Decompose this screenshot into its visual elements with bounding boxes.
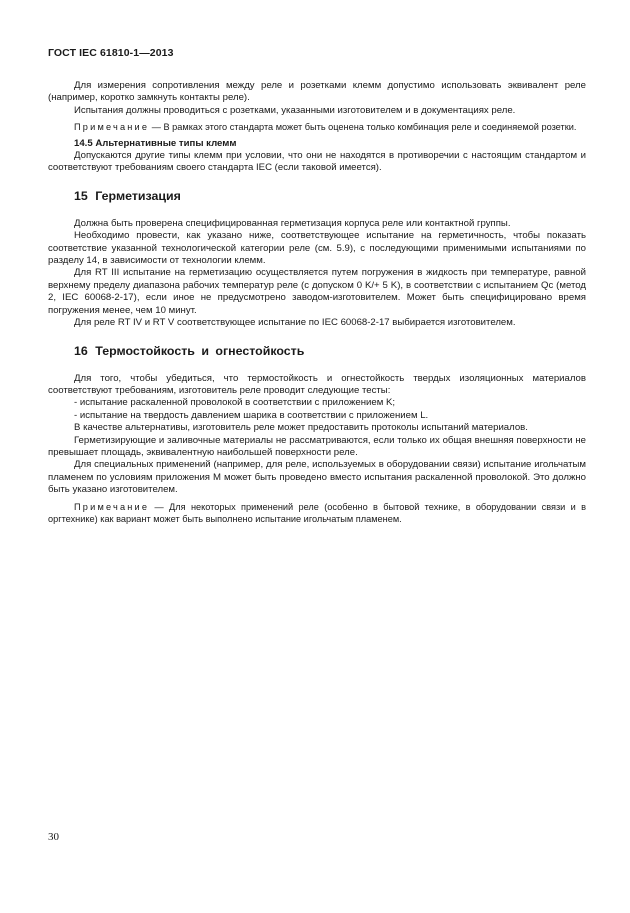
page-number: 30 (48, 831, 59, 843)
section-15-number: 15 (74, 188, 88, 203)
note-label: Примечание (74, 501, 150, 512)
note-label: Примечание (74, 122, 150, 133)
standard-header: ГОСТ IEC 61810-1—2013 (48, 47, 174, 59)
intro-note (48, 121, 586, 133)
section-16-paragraph-1: Для того, чтобы убедиться, что термостойкость и огнестойкость твердых изоляционных материалов соответствуют требованиям, изготовитель реле проводит следующие тесты: (48, 372, 586, 396)
intro-paragraph-2: Испытания должны проводиться с розетками, указанными изготовителем и в документациях реле. (74, 104, 516, 116)
page-content (48, 80, 586, 529)
section-16-list-item-1: - испытание раскаленной проволокой в соответствии с приложением K; (74, 397, 396, 409)
section-15-paragraph-1: Должна быть проверена специфицированная герметизация корпуса реле или контактной группы. (74, 217, 511, 229)
section-16-paragraph-3: Герметизирующие и заливочные материалы не рассматриваются, если только их общая внешняя поверхности не превышает площадь, эквивалентную наибольшей поверхности реле. (48, 434, 586, 458)
note-text: — В рамках этого стандарта может быть оценена только комбинация реле и соединяемой розетки. (151, 122, 577, 133)
section-15-paragraph-4: Для реле RT IV и RT V соответствующее испытание по IEC 60068-2-17 выбирается изготовителем. (74, 317, 516, 329)
subsection-14-5-paragraph: Допускаются другие типы клемм при условии, что они не находятся в противоречии с настоящим стандартом и соответствуют требованиям своего стандарта IEC (если таковой имеется). (48, 150, 586, 174)
intro-paragraph-1: Для измерения сопротивления между реле и розетками клемм допустимо использовать эквивалент реле (например, коротко замкнуть контакты реле). (48, 80, 586, 104)
section-16-heading (48, 344, 586, 359)
section-16-note (48, 501, 586, 526)
section-16-list-item-2: - испытание на твердость давлением шарика в соответствии с приложением L. (74, 409, 429, 421)
subsection-14-5-title: 14.5 Альтернативные типы клемм (74, 137, 237, 149)
note-text: — Для некоторых применений реле (особенно в бытовой технике, в оборудовании связи и в оргтехнике) как вариант может быть выполнено испытание игольчатым пламенем. (48, 501, 586, 524)
section-16-number: 16 (74, 343, 88, 358)
section-16-title: Термостойкость и огнестойкость (95, 343, 305, 358)
section-15-title: Герметизация (95, 188, 181, 203)
section-15-heading (48, 189, 586, 204)
section-15-paragraph-2: Необходимо провести, как указано ниже, соответствующее испытание на герметичность, чтобы показать соответствие указанной технологической категории реле (см. 5.9), с последующими применимыми испытаниями по разделу 14, в зависимости от технологии клемм. (48, 230, 586, 267)
section-15-paragraph-3: Для RT III испытание на герметизацию осуществляется путем погружения в жидкость при температуре, равной верхнему пределу диапазона рабочих температур реле (с допуском 0 K/+ 5 K), в соответствии с испытанием Qc (метод 2, IEC 60068-2-17), если иное не предусмотрено заводом-изготовителем. Может быть специфицировано время погружения менее, чем 10 минут. (48, 267, 586, 316)
section-16-paragraph-2: В качестве альтернативы, изготовитель реле может предоставить протоколы испытаний материалов. (74, 422, 528, 434)
section-16-paragraph-4: Для специальных применений (например, для реле, используемых в оборудовании связи) испытание игольчатым пламенем по условиям приложения M может быть проведено вместо испытания раскаленной проволокой. Это должно быть указано изготовителем. (48, 459, 586, 496)
